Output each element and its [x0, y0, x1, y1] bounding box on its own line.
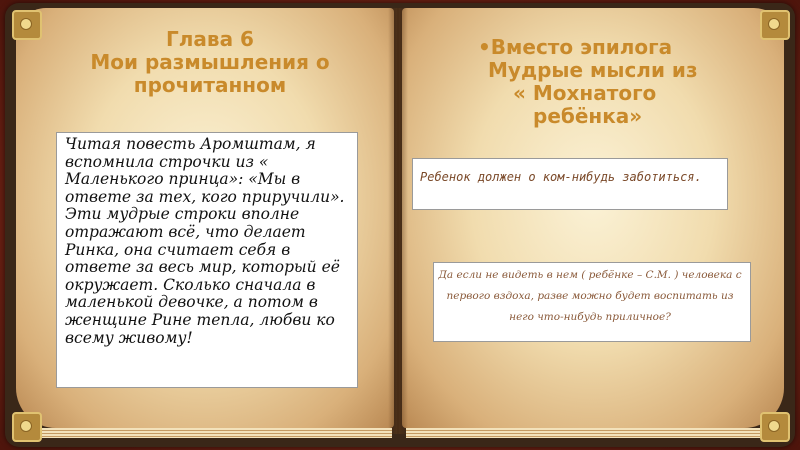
corner-ornament-top-right	[760, 10, 790, 40]
right-page-edges	[406, 428, 778, 438]
book-spine	[388, 8, 408, 434]
quote-box-2	[433, 262, 751, 342]
title-line: ребёнка»	[533, 104, 643, 128]
left-page-title	[60, 28, 360, 97]
title-line: прочитанном	[133, 73, 287, 97]
corner-ornament-top-left	[12, 10, 42, 40]
corner-ornament-bottom-right	[760, 412, 790, 442]
right-page-title	[478, 36, 708, 128]
left-text-box	[56, 132, 358, 388]
corner-ornament-bottom-left	[12, 412, 42, 442]
reflection-text: Читая повесть Аромштам, я вспомнила строчки из « Маленького принца»: «Мы в ответе за тех, кого приручили». Эти мудрые строки вполне отражают всё, что делает Ринка, она считает себя в ответе за весь мир, который её окружает. Сколько сначала в маленькой девочке, а потом в женщине Рине тепла, любви ко всему живому!	[65, 135, 345, 347]
quote-text-1: Ребенок должен о ком-нибудь заботиться.	[420, 170, 702, 184]
title-line: Мудрые мысли из	[488, 58, 698, 82]
quote-box-1	[412, 158, 728, 210]
title-line: •Вместо эпилога	[478, 35, 673, 59]
title-line: Глава 6	[166, 27, 254, 51]
title-line: « Мохнатого	[513, 81, 657, 105]
title-line: Мои размышления о	[90, 50, 330, 74]
left-page-edges	[22, 428, 392, 438]
quote-text-2: Да если не видеть в нем ( ребёнке – С.М. ) человека с первого вздоха, разве можно будет воспитать из него что-нибудь приличное?	[438, 269, 742, 323]
